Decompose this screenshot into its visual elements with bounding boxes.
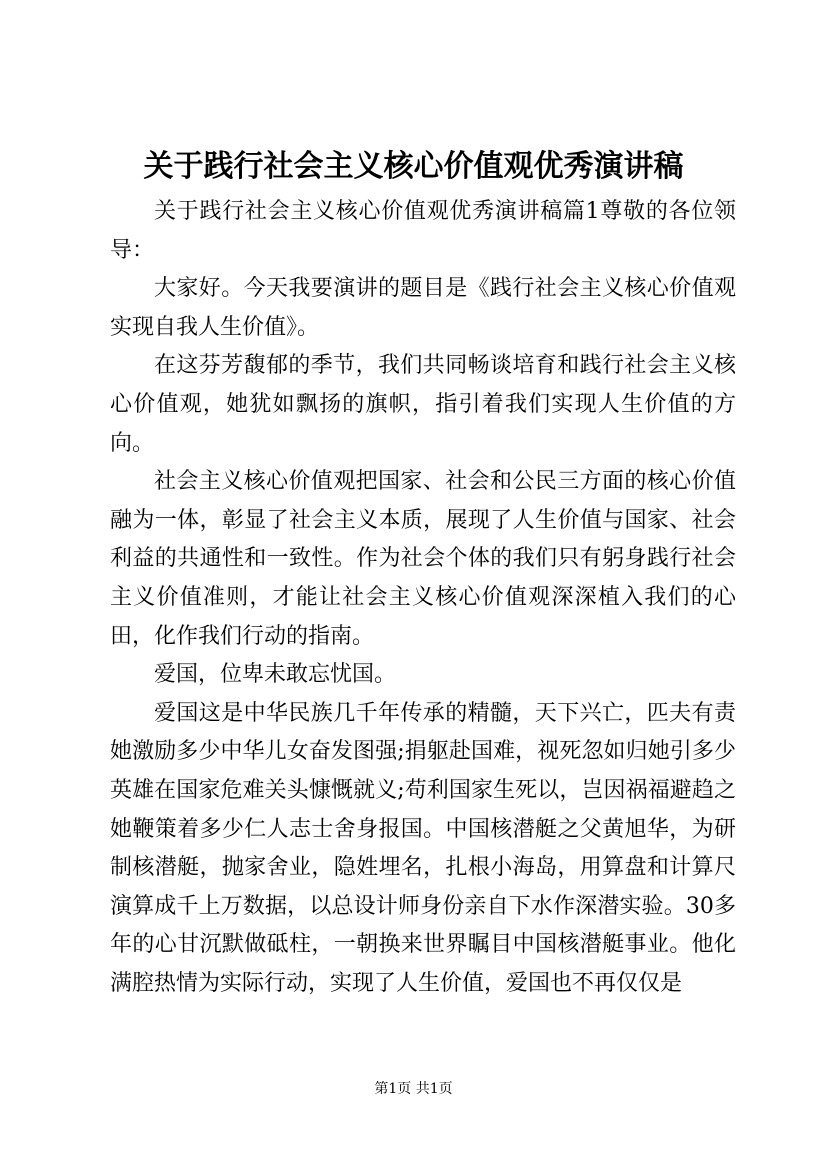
paragraph-4: 社会主义核心价值观把国家、社会和公民三方面的核心价值融为一体，彰显了社会主义本质，展现了人生价值与国家、社会利益的共通性和一致性。作为社会个体的我们只有躬身践行社会主义价值准则，才能让社会主义核心价值观深深植入我们的心田，化作我们行动的指南。 [110,469,736,649]
paragraph-2: 大家好。今天我要演讲的题目是《践行社会主义核心价值观实现自我人生价值》。 [110,276,736,340]
paragraph-6: 爱国这是中华民族几千年传承的精髓，天下兴亡，匹夫有责她激励多少中华儿女奋发图强;捐躯赴国难，视死忽如归她引多少英雄在国家危难关头慷慨就义;苟利国家生死以，岂因祸福避趋之她鞭策着多少仁人志士舍身报国。中国核潜艇之父黄旭华，为研制核潜艇，抛家舍业，隐姓埋名，扎根小海岛，用算盘和计算尺演算成千上万数据，以总设计师身份亲自下水作深潜实验。30多年的心甘沉默做砥柱，一朝换来世界瞩目中国核潜艇事业。他化满腔热情为实际行动，实现了人生价值，爱国也不再仅仅是 [110,700,736,996]
paragraph-3: 在这芬芳馥郁的季节，我们共同畅谈培育和践行社会主义核心价值观，她犹如飘扬的旗帜，指引着我们实现人生价值的方向。 [110,353,736,456]
page-footer: 第1页 共1页 [374,1081,453,1097]
paragraph-5: 爱国，位卑未敢忘忧国。 [154,662,397,688]
document-title: 关于践行社会主义核心价值观优秀演讲稿 [143,149,684,184]
document-body [110,193,736,1003]
paragraph-1: 关于践行社会主义核心价值观优秀演讲稿篇1尊敬的各位领导： [110,199,736,263]
